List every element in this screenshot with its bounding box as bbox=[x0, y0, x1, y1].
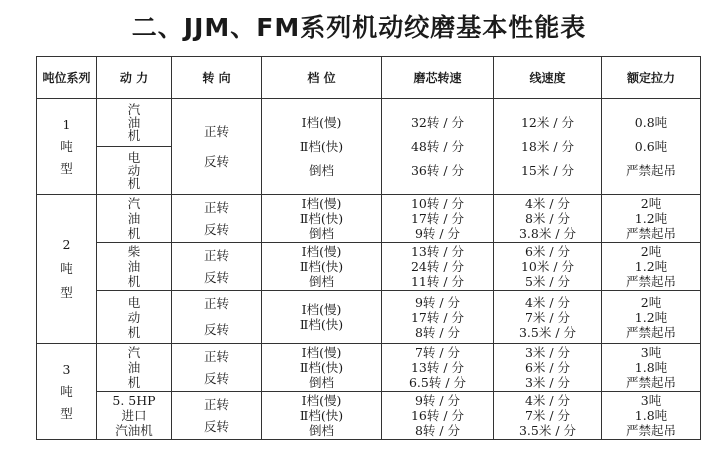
gear-cell: Ⅰ档(慢) Ⅱ档(快) 倒档 bbox=[262, 344, 382, 392]
direction-cell: 正转 反转 bbox=[172, 344, 262, 392]
header-gear: 档 位 bbox=[262, 57, 382, 99]
table-row bbox=[37, 291, 701, 344]
line-speed-cell: 6米 / 分 10米 / 分 5米 / 分 bbox=[494, 243, 602, 291]
line-speed-cell: 3米 / 分 6米 / 分 3米 / 分 bbox=[494, 344, 602, 392]
rated-pull-cell: 3吨 1.8吨 严禁起吊 bbox=[602, 392, 701, 440]
direction-cell: 正转 反转 bbox=[172, 99, 262, 195]
direction-cell: 正转 反转 bbox=[172, 392, 262, 440]
tonnage-cell: 3 吨 型 bbox=[37, 344, 97, 440]
line-speed-cell: 4米 / 分 7米 / 分 3.5米 / 分 bbox=[494, 392, 602, 440]
table-row bbox=[37, 243, 701, 291]
core-speed-cell: 32转 / 分 48转 / 分 36转 / 分 bbox=[382, 99, 494, 195]
header-power: 动 力 bbox=[97, 57, 172, 99]
line-speed-cell: 4米 / 分 8米 / 分 3.8米 / 分 bbox=[494, 195, 602, 243]
header-line-speed: 线速度 bbox=[494, 57, 602, 99]
gear-cell: Ⅰ档(慢) Ⅱ档(快) 倒档 bbox=[262, 392, 382, 440]
core-speed-cell: 9转 / 分 17转 / 分 8转 / 分 bbox=[382, 291, 494, 344]
gear-cell: Ⅰ档(慢) Ⅱ档(快) 倒档 bbox=[262, 195, 382, 243]
rated-pull-cell: 2吨 1.2吨 严禁起吊 bbox=[602, 195, 701, 243]
header-tonnage: 吨位系列 bbox=[37, 57, 97, 99]
power-cell: 汽 油 机 bbox=[97, 99, 172, 147]
direction-cell: 正转 反转 bbox=[172, 195, 262, 243]
tonnage-cell: 1 吨 型 bbox=[37, 99, 97, 195]
tonnage-cell: 2 吨 型 bbox=[37, 195, 97, 344]
power-cell: 5. 5HP 进口 汽油机 bbox=[97, 392, 172, 440]
rated-pull-cell: 0.8吨 0.6吨 严禁起吊 bbox=[602, 99, 701, 195]
core-speed-cell: 10转 / 分 17转 / 分 9转 / 分 bbox=[382, 195, 494, 243]
core-speed-cell: 9转 / 分 16转 / 分 8转 / 分 bbox=[382, 392, 494, 440]
line-speed-cell: 4米 / 分 7米 / 分 3.5米 / 分 bbox=[494, 291, 602, 344]
line-speed-cell: 12米 / 分 18米 / 分 15米 / 分 bbox=[494, 99, 602, 195]
page-title: 二、JJM、FM系列机动绞磨基本性能表 bbox=[131, 13, 587, 42]
rated-pull-cell: 2吨 1.2吨 严禁起吊 bbox=[602, 243, 701, 291]
performance-table bbox=[36, 56, 701, 440]
power-cell: 电 动 机 bbox=[97, 147, 172, 195]
header-row bbox=[37, 57, 701, 99]
table-row bbox=[37, 344, 701, 392]
power-cell: 汽 油 机 bbox=[97, 195, 172, 243]
direction-cell: 正转 反转 bbox=[172, 243, 262, 291]
header-rated-pull: 额定拉力 bbox=[602, 57, 701, 99]
power-cell: 柴 油 机 bbox=[97, 243, 172, 291]
gear-cell: Ⅰ档(慢) Ⅱ档(快) 倒档 bbox=[262, 243, 382, 291]
gear-cell: Ⅰ档(慢) Ⅱ档(快) bbox=[262, 291, 382, 344]
table-row bbox=[37, 99, 701, 147]
table-row bbox=[37, 195, 701, 243]
rated-pull-cell: 3吨 1.8吨 严禁起吊 bbox=[602, 344, 701, 392]
core-speed-cell: 7转 / 分 13转 / 分 6.5转 / 分 bbox=[382, 344, 494, 392]
header-core-speed: 磨芯转速 bbox=[382, 57, 494, 99]
power-cell: 电 动 机 bbox=[97, 291, 172, 344]
table-row bbox=[37, 392, 701, 440]
power-cell: 汽 油 机 bbox=[97, 344, 172, 392]
header-direction: 转 向 bbox=[172, 57, 262, 99]
rated-pull-cell: 2吨 1.2吨 严禁起吊 bbox=[602, 291, 701, 344]
direction-cell: 正转 反转 bbox=[172, 291, 262, 344]
core-speed-cell: 13转 / 分 24转 / 分 11转 / 分 bbox=[382, 243, 494, 291]
gear-cell: Ⅰ档(慢) Ⅱ档(快) 倒档 bbox=[262, 99, 382, 195]
